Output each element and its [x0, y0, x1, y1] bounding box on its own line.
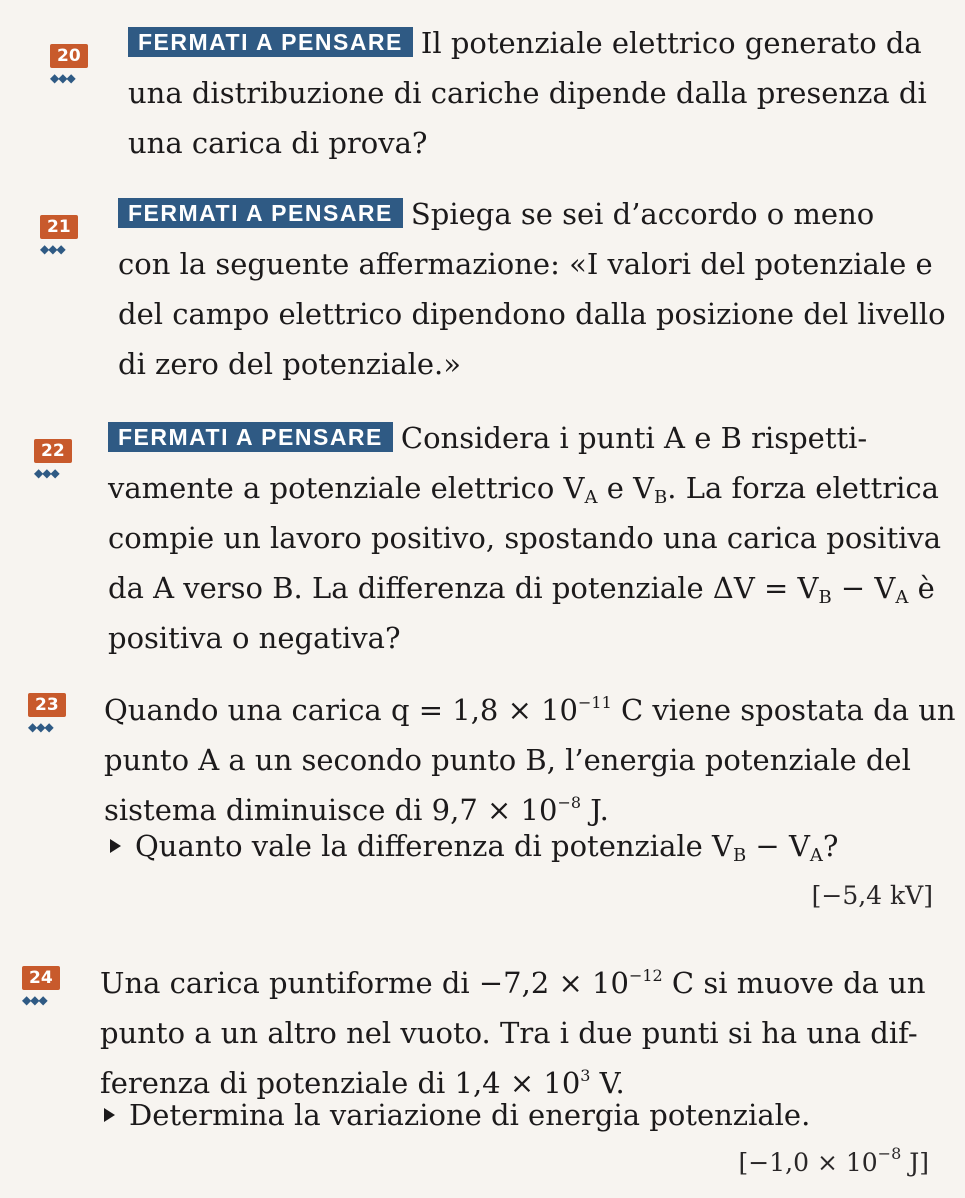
problem-number-badge: 24	[22, 966, 60, 990]
problem-number-badge: 23	[28, 693, 66, 717]
problem-text: FERMATI A PENSARE Considera i punti A e B rispetti- vamente a potenziale elettrico $V_A$ e $V_B$. La forza elettrica compie un lavoro positivo, spostando una carica positiva da A verso B. La differenza di potenziale $\Delta V = V_B - V_A$ è positiva o negativa?	[108, 421, 942, 655]
answer: [−5,4 kV]	[811, 881, 933, 910]
difficulty-diamonds: ◆◆◆	[28, 720, 53, 734]
problem-number-col	[50, 44, 120, 85]
problem-number-col	[22, 966, 92, 1007]
problem-number-col	[28, 693, 98, 734]
difficulty-diamonds: ◆◆◆	[50, 71, 75, 85]
problem-number-badge: 22	[34, 439, 72, 463]
stop-and-think-tag: FERMATI A PENSARE	[108, 422, 393, 452]
problem-text: FERMATI A PENSARE Spiega se sei d’accordo o meno con la seguente affermazione: «I valori del potenziale e del campo elettrico dipendono dalla posizione del livello di zero del potenziale.»	[118, 197, 946, 381]
difficulty-diamonds: ◆◆◆	[40, 242, 65, 256]
stop-and-think-tag: FERMATI A PENSARE	[128, 27, 413, 57]
question-line: Quanto vale la differenza di potenziale $V_B - V_A$?	[110, 821, 838, 871]
problem-number-badge: 20	[50, 44, 88, 68]
difficulty-diamonds: ◆◆◆	[34, 466, 59, 480]
problem-number-badge: 21	[40, 215, 78, 239]
problem-number-col	[40, 215, 110, 256]
bullet-triangle-icon	[110, 839, 121, 853]
difficulty-diamonds: ◆◆◆	[22, 993, 47, 1007]
stop-and-think-tag: FERMATI A PENSARE	[118, 198, 403, 228]
problem-text: Quando una carica $q = 1,8 \times 10^{-11}$ C viene spostata da un punto A a un secondo punto B, l’energia potenziale del sistema diminuisce di $9,7 \times 10^{-8}$ J.	[104, 693, 956, 827]
problem-text: FERMATI A PENSARE Il potenziale elettrico generato da una distribuzione di cariche dipende dalla presenza di una carica di prova?	[128, 26, 927, 160]
problem-text: Una carica puntiforme di $-7,2 \times 10^{-12}$ C si muove da un punto a un altro nel vuoto. Tra i due punti si ha una dif- ferenza di potenziale di $1,4 \times 10^3$ V.	[100, 966, 926, 1100]
problem-number-col	[34, 439, 104, 480]
question-line: Determina la variazione di energia potenziale.	[104, 1090, 810, 1140]
bullet-triangle-icon	[104, 1108, 115, 1122]
answer: [$-1,0 \times 10^{-8}$ J]	[738, 1144, 929, 1177]
